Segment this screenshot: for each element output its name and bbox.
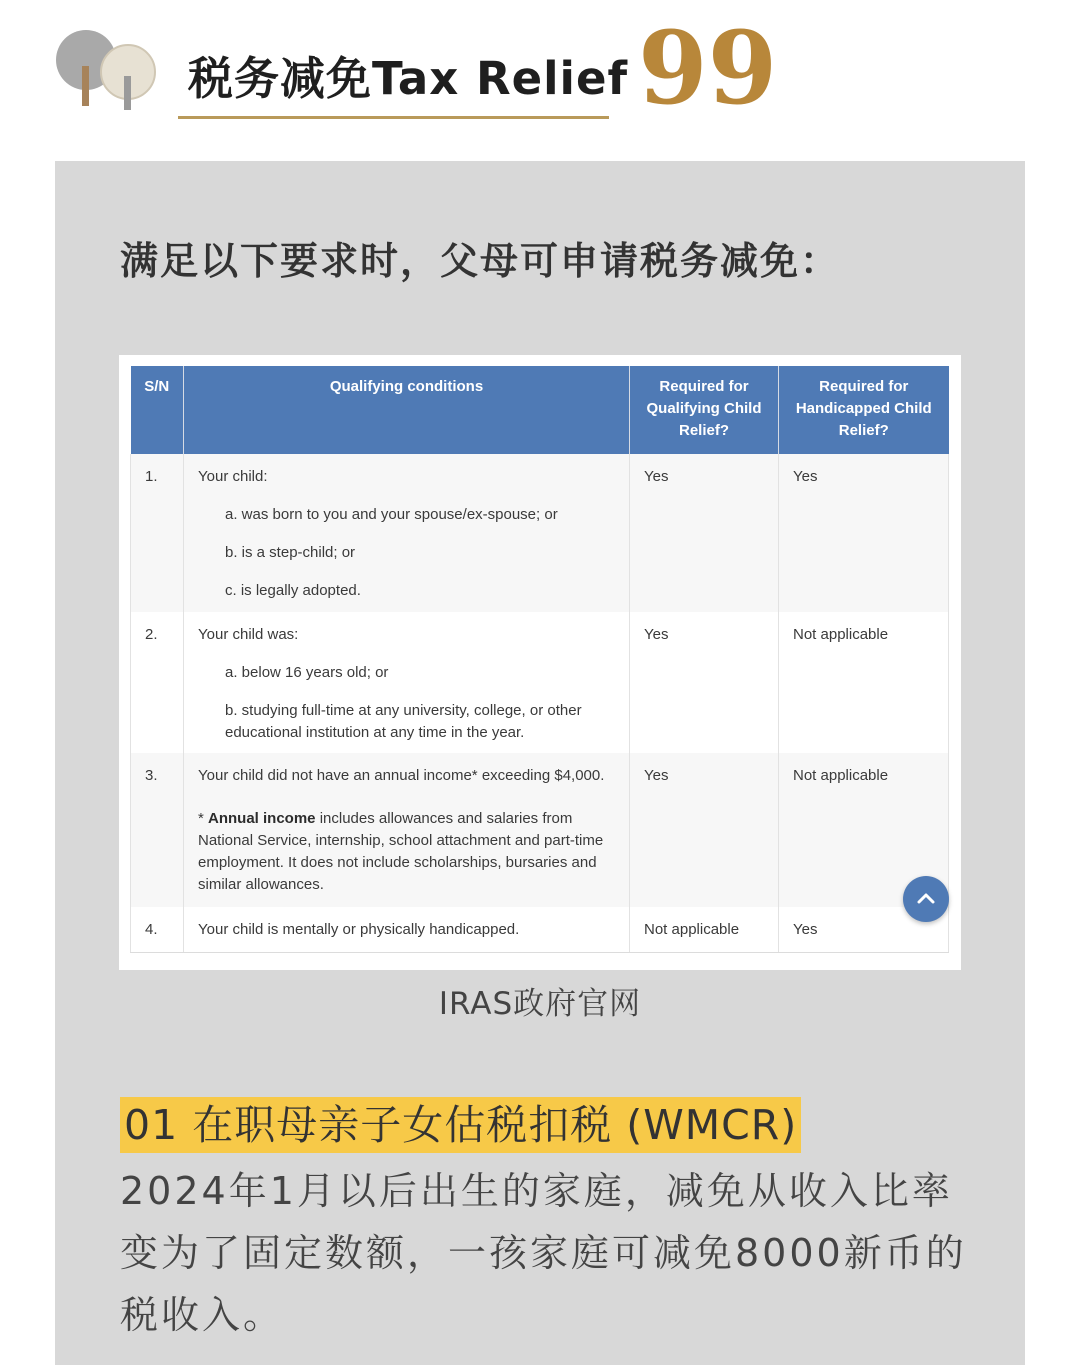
condition-item: b. is a step-child; or [225,544,356,561]
cell-qcr: Yes [630,612,779,753]
tree-trunk [124,76,131,110]
header-conditions: Qualifying conditions [184,366,630,454]
image-caption: IRAS政府官网 [438,986,642,1022]
cell-qcr: Yes [630,454,779,612]
note-text: includes allowances and salaries from National Service, internship, school attachment and part-time employment. It does not include scholarships, bursaries and similar allowances. [198,810,604,893]
cell-qcr: Yes [630,753,779,907]
cell-condition [184,454,630,612]
title-underline [178,116,609,119]
condition-head: Your child: [198,468,268,485]
cell-hcr: Yes [779,454,949,612]
table-header-row [131,366,949,454]
table-row [131,454,949,612]
cell-sn: 4. [131,907,184,953]
chevron-up-icon [914,887,938,911]
table-screenshot [119,355,961,970]
section-heading: 01 在职母亲子女估税扣税 (WMCR) [120,1097,801,1153]
cell-condition [184,612,630,753]
condition-item: c. is legally adopted. [225,582,361,599]
cell-hcr: Not applicable [779,753,949,907]
intro-text: 满足以下要求时，父母可申请税务减免： [120,239,841,283]
note-bold-term: Annual income [208,810,316,827]
cell-sn: 3. [131,753,184,907]
annual-income-note [198,808,615,896]
condition-item: b. studying full-time at any university, college, or other educational institution at any time in the year. [225,702,582,741]
tree-trunk [82,66,89,106]
condition-item: a. was born to you and your spouse/ex-spouse; or [225,506,558,523]
relief-conditions-table [130,366,949,953]
table-row [131,753,949,907]
header-sn: S/N [131,366,184,454]
table-row [131,907,949,953]
page-title: 税务减免Tax Relief [188,52,629,105]
cell-qcr: Not applicable [630,907,779,953]
header-hcr: Required for Handicapped Child Relief? [779,366,949,454]
section-body-text: 2024年1月以后出生的家庭，减免从收入比率变为了固定数额，一孩家庭可减免8000新币的税收入。 [120,1169,967,1337]
cell-hcr: Not applicable [779,612,949,753]
cell-hcr: Yes [779,907,949,953]
cell-sn: 1. [131,454,184,612]
header-qcr: Required for Qualifying Child Relief? [630,366,779,454]
condition-head: Your child is mentally or physically handicapped. [198,921,520,938]
quote-mark-icon: 99 [638,9,778,127]
table-row [131,612,949,753]
cell-condition [184,753,630,907]
header-tree-logo [52,28,162,110]
condition-head: Your child did not have an annual income* exceeding $4,000. [198,767,605,784]
cell-sn: 2. [131,612,184,753]
cell-condition [184,907,630,953]
scroll-to-top-button[interactable] [903,876,949,922]
note-prefix: * [198,810,209,827]
condition-item: a. below 16 years old; or [225,664,389,681]
condition-head: Your child was: [198,626,299,643]
